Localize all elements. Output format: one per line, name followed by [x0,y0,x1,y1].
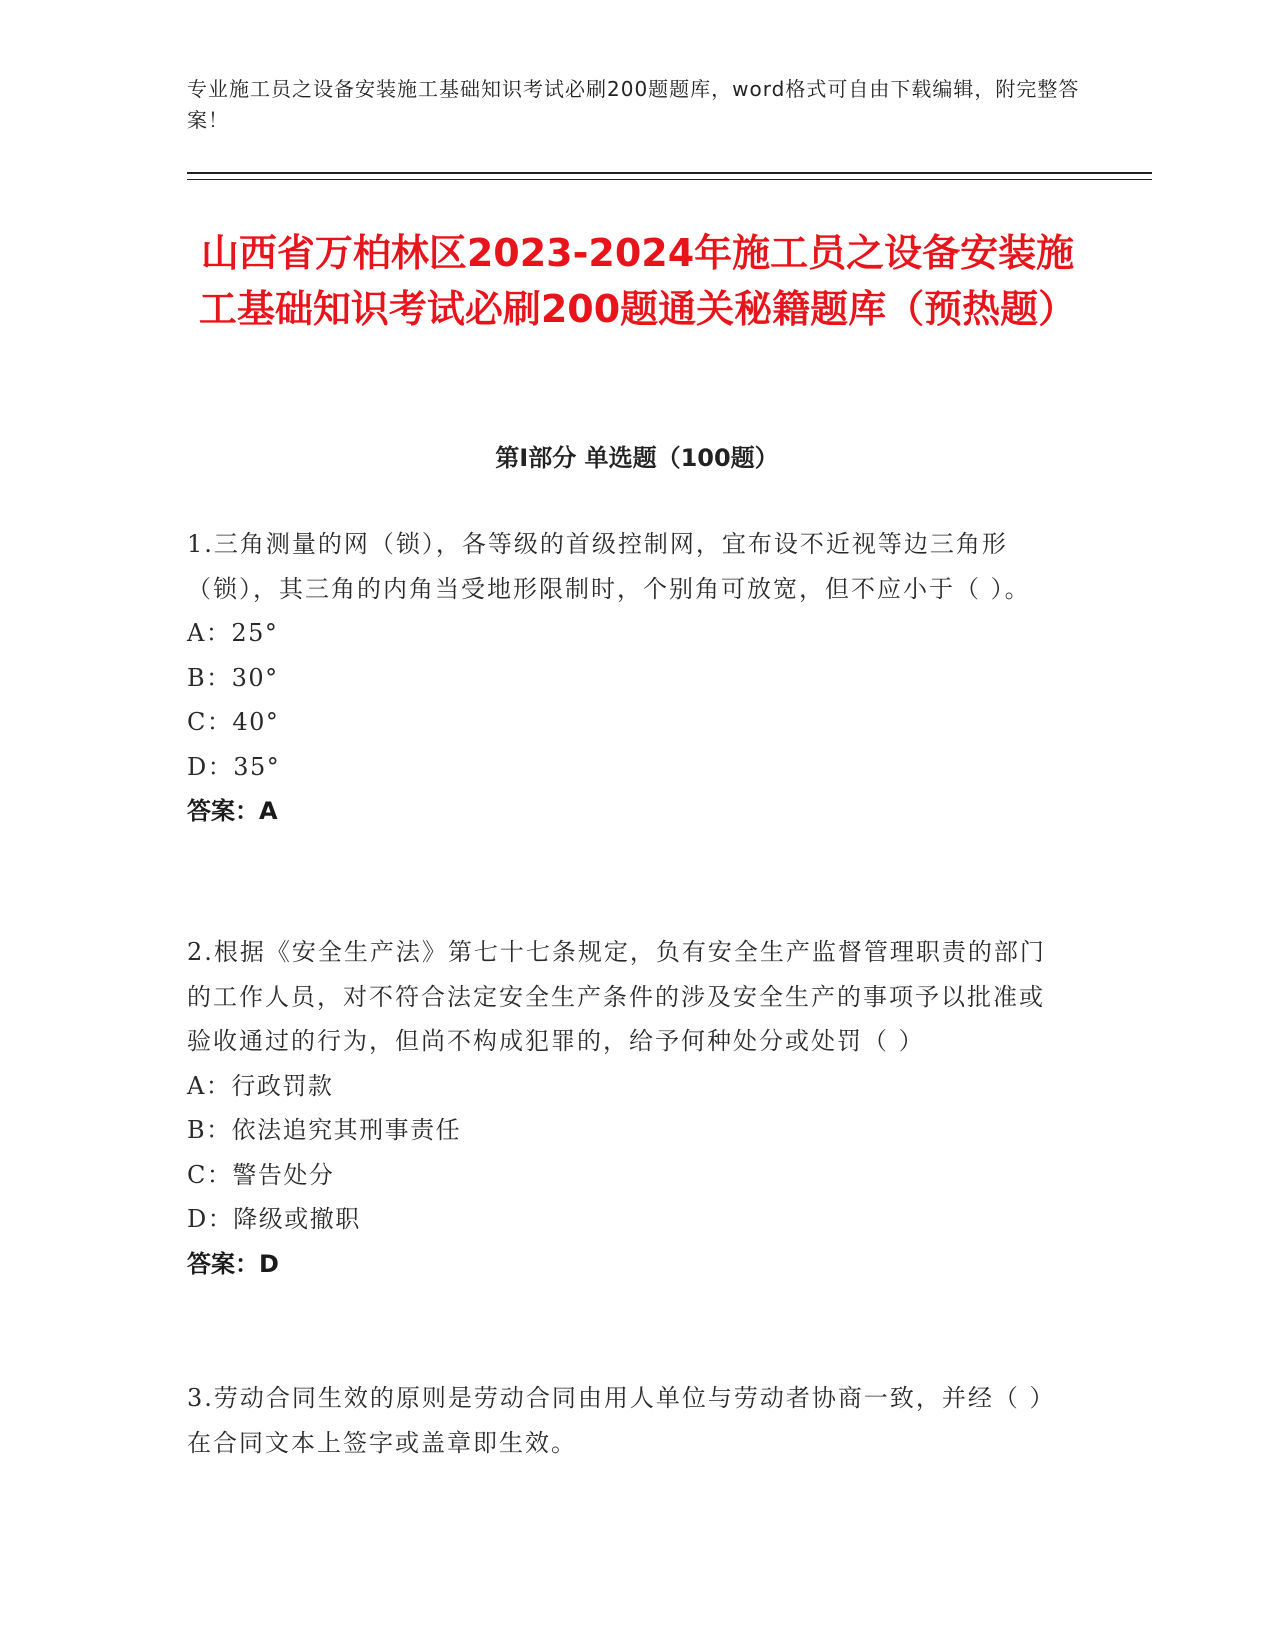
answer: 答案：A [187,797,278,825]
question-1 [187,522,1057,834]
answer: 答案：D [187,1249,279,1278]
option-b: B：依法追究其刑事责任 [187,1116,462,1144]
question-stem: 2.根据《安全生产法》第七十七条规定，负有安全生产监督管理职责的部门的工作人员，对不符合法定安全生产条件的涉及安全生产的事项予以批准或验收通过的行为，但尚不构成犯罪的，给予何种处分或处罚（ ） [187,938,1046,1055]
header-divider [187,172,1152,180]
option-a: A：行政罚款 [187,1071,334,1100]
question-3 [187,1376,1057,1465]
section-title: 第I部分 单选题（100题） [495,444,779,472]
option-d: D：35° [187,752,281,781]
question-stem: 3.劳动合同生效的原则是劳动合同由用人单位与劳动者协商一致，并经（ ）在合同文本上签字或盖章即生效。 [187,1384,1056,1457]
option-b: B：30° [187,663,279,692]
header-note: 专业施工员之设备安装施工基础知识考试必刷200题题库，word格式可自由下载编辑，附完整答案！ [187,77,1080,132]
document-title: 山西省万柏林区2023-2024年施工员之设备安装施工基础知识考试必刷200题通关秘籍题库（预热题） [198,231,1077,331]
option-c: C：警告处分 [187,1160,335,1189]
option-c: C：40° [187,708,280,736]
option-d: D：降级或撤职 [187,1205,361,1233]
option-a: A：25° [187,619,279,647]
question-stem: 1.三角测量的网（锁），各等级的首级控制网，宜布设不近视等边三角形（锁），其三角的内角当受地形限制时，个别角可放宽，但不应小于（ ）。 [187,530,1031,603]
question-2 [187,930,1057,1286]
